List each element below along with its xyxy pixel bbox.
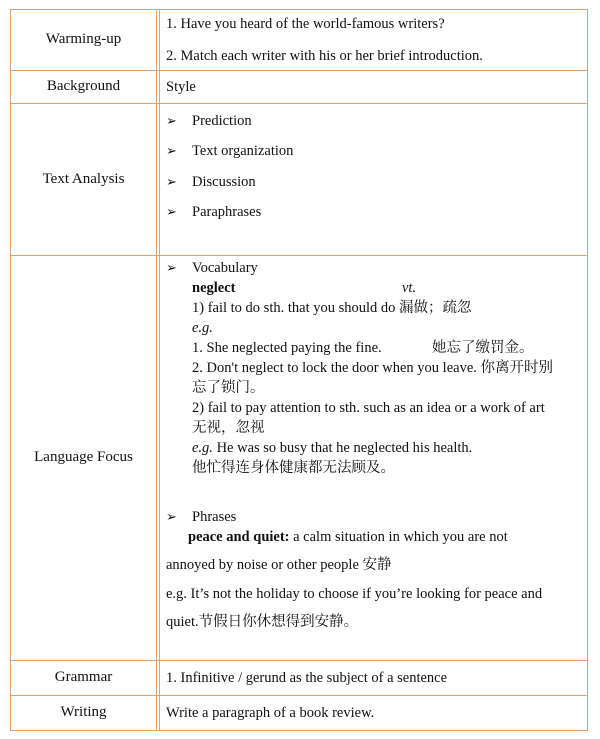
example-label: e.g. bbox=[192, 320, 213, 336]
row-label-language-focus: Language Focus bbox=[34, 449, 133, 465]
example-3-translation: 他忙得连身体健康都无法顾及。 bbox=[192, 460, 395, 476]
table-divider-inner bbox=[159, 9, 160, 731]
phrase-definition: a calm situation in which you are not bbox=[289, 529, 508, 545]
arrow-bullet-icon: ➢ bbox=[166, 509, 177, 524]
list-item: 2. Match each writer with his or her brief introduction. bbox=[166, 48, 483, 64]
phrase-entry bbox=[188, 527, 508, 547]
example-3 bbox=[192, 438, 472, 458]
vocab-word: neglect bbox=[192, 280, 236, 296]
arrow-bullet-icon: ➢ bbox=[166, 204, 177, 219]
grammar-text: 1. Infinitive / gerund as the subject of a sentence bbox=[166, 670, 448, 686]
row-label-grammar: Grammar bbox=[54, 669, 113, 685]
example-3-text: He was so busy that he neglected his health. bbox=[212, 440, 473, 456]
row-label-background: Background bbox=[46, 78, 121, 94]
phrase-term: peace and quiet: bbox=[188, 529, 290, 545]
phrase-definition-continued: annoyed by noise or other people 安静 bbox=[166, 557, 392, 573]
vocab-definition-2-translation: 无视，忽视 bbox=[192, 420, 265, 436]
list-item: Paraphrases bbox=[192, 204, 262, 220]
phrase-example: e.g. It’s not the holiday to choose if you’re looking for peace and bbox=[166, 586, 543, 602]
vocab-definition-2: 2) fail to pay attention to sth. such as an idea or a work of art bbox=[192, 400, 545, 416]
list-item: Text organization bbox=[192, 143, 294, 159]
phrase-example-continued: quiet.节假日你休想得到安静。 bbox=[166, 614, 359, 630]
row-label-warming-up: Warming-up bbox=[45, 31, 122, 47]
phrases-heading: Phrases bbox=[192, 509, 237, 525]
row-label-writing: Writing bbox=[60, 704, 107, 720]
background-text: Style bbox=[166, 79, 196, 95]
example-1: 1. She neglected paying the fine. bbox=[192, 340, 382, 356]
vocabulary-heading: Vocabulary bbox=[192, 260, 258, 276]
list-item: Discussion bbox=[192, 174, 256, 190]
arrow-bullet-icon: ➢ bbox=[166, 113, 177, 128]
table-border-right bbox=[587, 9, 588, 731]
example-2: 2. Don't neglect to lock the door when you leave. 你离开时别 bbox=[192, 360, 554, 376]
arrow-bullet-icon: ➢ bbox=[166, 174, 177, 189]
lesson-plan-table bbox=[10, 9, 588, 731]
arrow-bullet-icon: ➢ bbox=[166, 260, 177, 275]
example-label: e.g. bbox=[192, 440, 213, 456]
vocab-definition-1: 1) fail to do sth. that you should do 漏做；疏忽 bbox=[192, 300, 472, 316]
arrow-bullet-icon: ➢ bbox=[166, 143, 177, 158]
row-border bbox=[10, 730, 588, 731]
list-item: Prediction bbox=[192, 113, 252, 129]
row-label-text-analysis: Text Analysis bbox=[42, 170, 125, 187]
list-item: 1. Have you heard of the world-famous writers? bbox=[166, 16, 445, 32]
example-1-translation: 她忘了缴罚金。 bbox=[432, 340, 534, 356]
example-2-continued: 忘了锁门。 bbox=[192, 380, 265, 396]
writing-text: Write a paragraph of a book review. bbox=[166, 705, 375, 721]
vocab-part-of-speech: vt. bbox=[402, 280, 417, 296]
